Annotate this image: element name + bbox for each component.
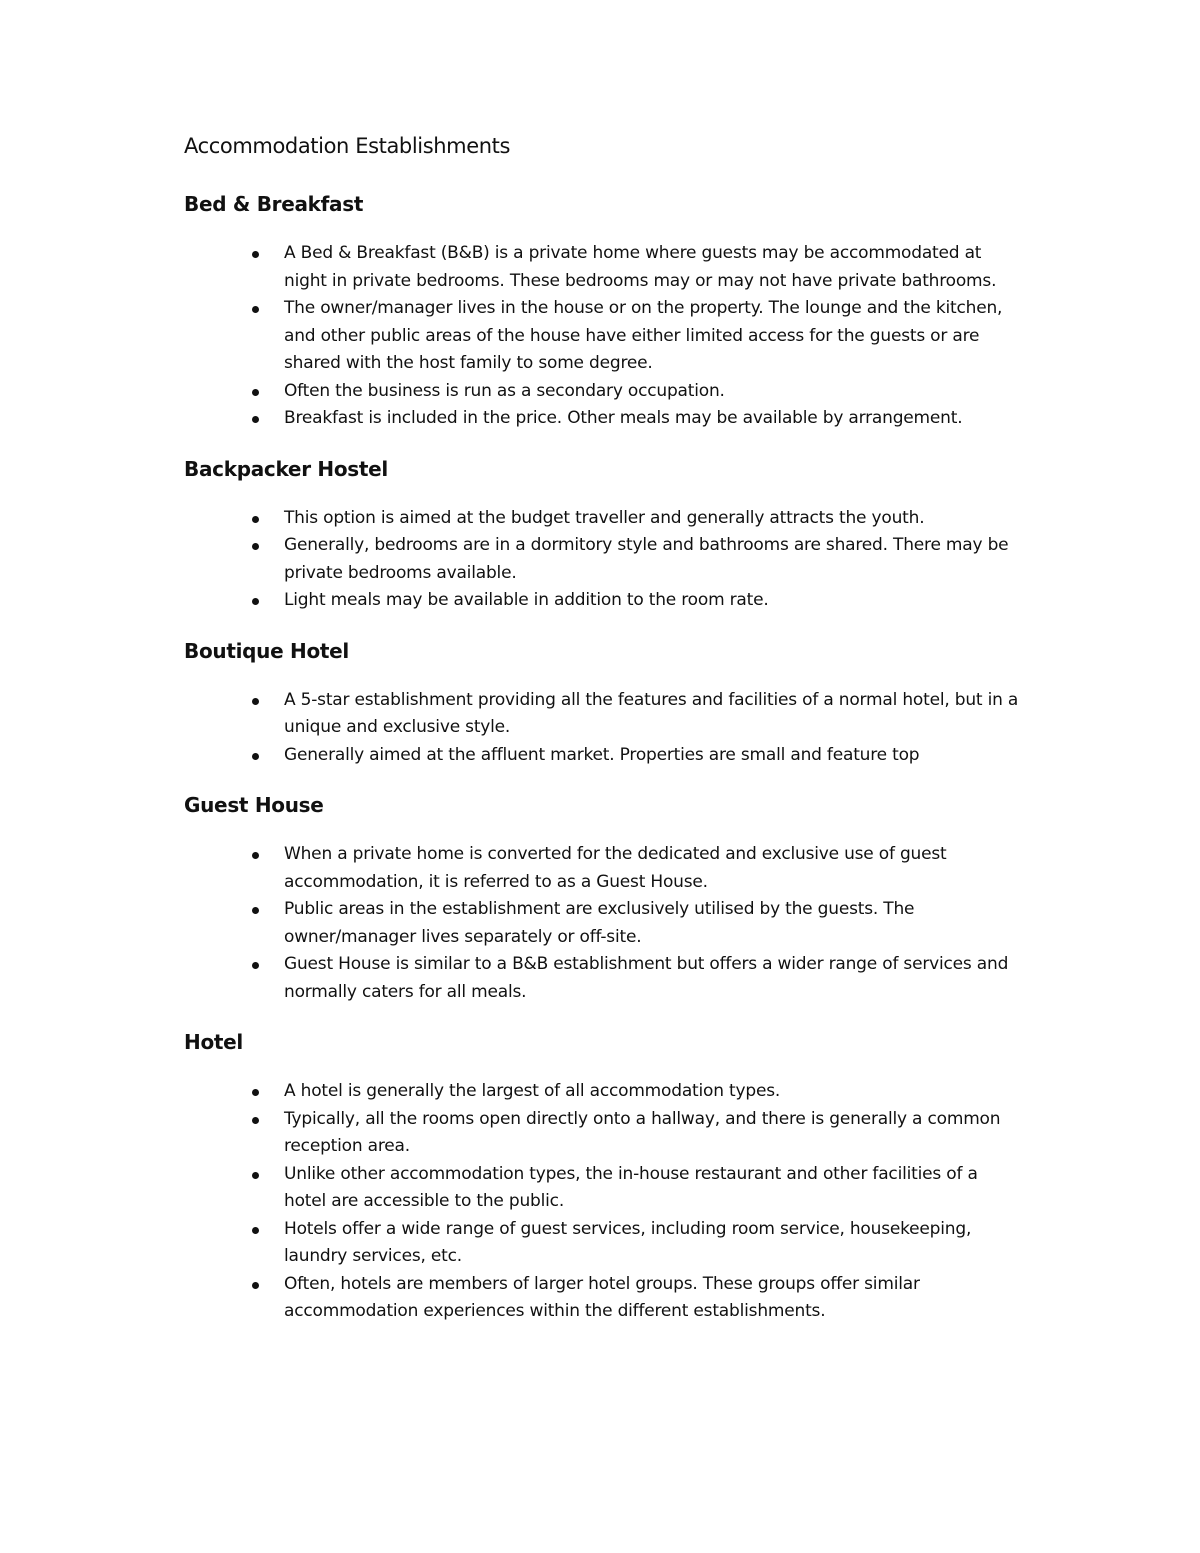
list-item-text: A hotel is generally the largest of all accommodation types. (284, 1081, 781, 1101)
section-heading: Hotel (184, 1030, 243, 1054)
list-item (184, 532, 1019, 587)
list-item (184, 240, 1019, 295)
bullet-icon (252, 1089, 259, 1096)
list-item-text: Light meals may be available in addition to the room rate. (284, 590, 769, 610)
section-heading: Boutique Hotel (184, 638, 349, 663)
bullet-icon (252, 753, 259, 760)
bullet-icon (252, 516, 259, 523)
section-heading: Bed & Breakfast (184, 192, 364, 216)
list-item (184, 687, 1019, 742)
bullet-icon (252, 1172, 259, 1179)
section-heading: Backpacker Hostel (184, 456, 388, 481)
bullet-icon (252, 1227, 259, 1234)
section-heading: Guest House (184, 793, 324, 817)
bullet-icon (252, 416, 259, 423)
list-item (184, 1161, 1019, 1216)
list-item (184, 1271, 1019, 1326)
list-item (184, 1078, 1019, 1106)
bullet-icon (252, 1117, 259, 1124)
list-item (184, 295, 1019, 378)
section-hotel (184, 1026, 1024, 1326)
list-item (184, 951, 1019, 1006)
list-item (184, 896, 1019, 951)
section-bed-and-breakfast (184, 188, 1024, 433)
section-boutique-hotel (184, 635, 1024, 770)
bullet-icon (252, 907, 259, 914)
document-page (184, 130, 1024, 1346)
bullet-icon (252, 543, 259, 550)
list-item-text: Typically, all the rooms open directly onto a hallway, and there is generally a common reception area. (284, 1108, 1001, 1156)
list-item (184, 505, 1019, 533)
bullet-icon (252, 598, 259, 605)
list-item-text: Hotels offer a wide range of guest services, including room service, housekeeping, laundry services, etc. (284, 1218, 972, 1266)
list-item-text: A Bed & Breakfast (B&B) is a private home where guests may be accommodated at night in private bedrooms. These bedrooms may or may not have private bathrooms. (284, 243, 997, 291)
bullet-icon (252, 306, 259, 313)
list-item-text: Often, hotels are members of larger hotel groups. These groups offer similar accommodation experiences within the different establishments. (284, 1273, 920, 1321)
list-item (184, 1106, 1019, 1161)
list-item (184, 587, 1019, 615)
bullet-icon (252, 962, 259, 969)
bullet-icon (252, 852, 259, 859)
list-item (184, 378, 1019, 406)
bullet-list (184, 841, 1024, 1006)
bullet-icon (252, 251, 259, 258)
document-title: Accommodation Establishments (184, 134, 511, 158)
list-item (184, 405, 1019, 433)
list-item-text: Generally, bedrooms are in a dormitory style and bathrooms are shared. There may be private bedrooms available. (284, 535, 1009, 583)
list-item-text: Breakfast is included in the price. Other meals may be available by arrangement. (284, 408, 963, 428)
bullet-icon (252, 389, 259, 396)
list-item (184, 1216, 1019, 1271)
list-item-text: Guest House is similar to a B&B establishment but offers a wider range of services and normally caters for all meals. (284, 954, 1009, 1002)
bullet-list (184, 687, 1024, 770)
section-backpacker-hostel (184, 453, 1024, 615)
list-item-text: Public areas in the establishment are exclusively utilised by the guests. The owner/manager lives separately or off-site. (284, 899, 915, 947)
section-guest-house (184, 789, 1024, 1006)
list-item-text: A 5-star establishment providing all the features and facilities of a normal hotel, but in a unique and exclusive style. (284, 689, 1019, 737)
bullet-list (184, 240, 1024, 433)
bullet-list (184, 1078, 1024, 1326)
list-item-text: Unlike other accommodation types, the in-house restaurant and other facilities of a hotel are accessible to the public. (284, 1163, 978, 1211)
list-item (184, 742, 1019, 770)
list-item-text: Generally aimed at the affluent market. Properties are small and feature top (284, 744, 920, 765)
list-item-text: This option is aimed at the budget traveller and generally attracts the youth. (284, 507, 925, 528)
bullet-icon (252, 698, 259, 705)
list-item (184, 841, 1019, 896)
list-item-text: The owner/manager lives in the house or on the property. The lounge and the kitchen, and other public areas of the house have either limited access for the guests or are shared with the host family to some degree. (284, 298, 1003, 373)
list-item-text: When a private home is converted for the dedicated and exclusive use of guest accommodation, it is referred to as a Guest House. (284, 844, 947, 892)
list-item-text: Often the business is run as a secondary occupation. (284, 380, 725, 401)
bullet-icon (252, 1282, 259, 1289)
bullet-list (184, 505, 1024, 615)
